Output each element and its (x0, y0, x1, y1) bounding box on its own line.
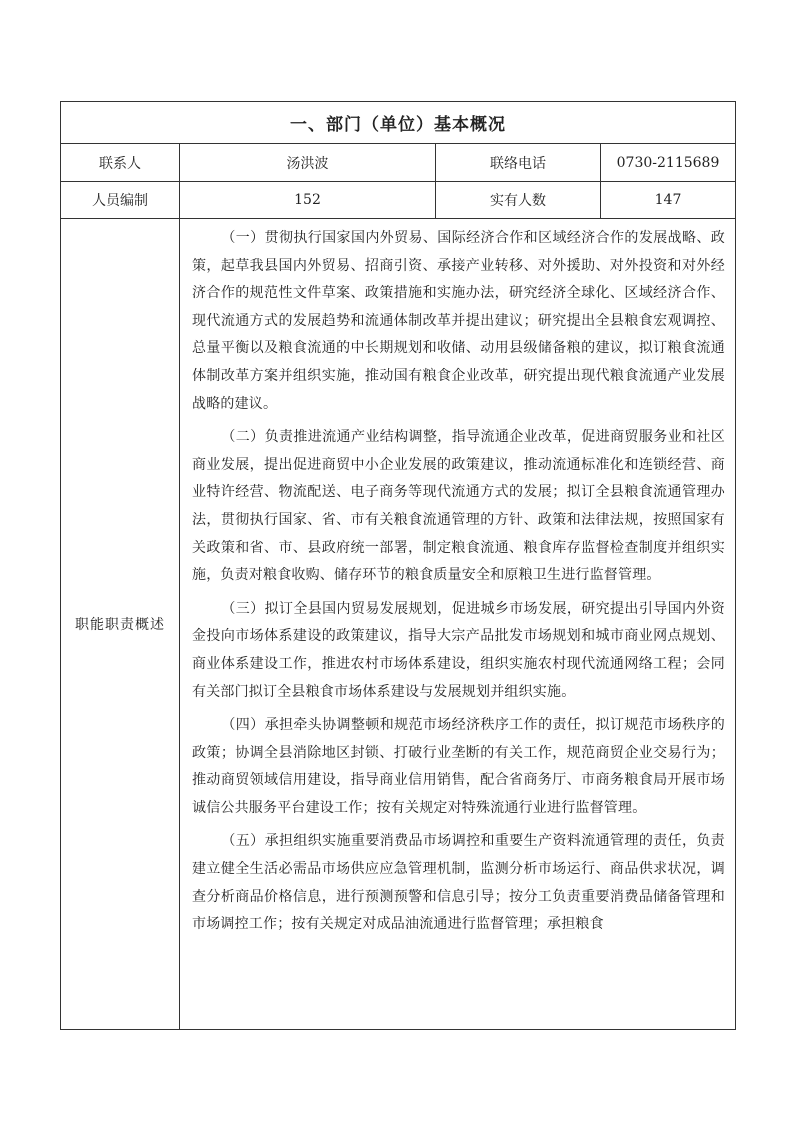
phone-value: 0730-2115689 (600, 144, 735, 181)
section-title: 一、部门（单位）基本概况 (290, 115, 506, 135)
info-table (60, 101, 736, 1030)
function-paragraph-4: （四）承担牵头协调整顿和规范市场经济秩序工作的责任，拟订规范市场秩序的政策；协调全县消除地区封锁、打破行业垄断的有关工作，规范商贸企业交易行为；推动商贸领域信用建设，指导商业信用销售，配合省商务厅、市商务粮食局开展市场诚信公共服务平台建设工作；按有关规定对特殊流通行业进行监督管理。 (192, 717, 725, 816)
actual-value: 147 (600, 182, 735, 218)
functions-label: 职能职责概述 (75, 617, 165, 633)
contact-name: 汤洪波 (179, 144, 435, 181)
contact-label: 联系人 (99, 155, 141, 172)
function-paragraph-3: （三）拟订全县国内贸易发展规划，促进城乡市场发展，研究提出引导国内外资金投向市场体系建设的政策建议，指导大宗产品批发市场规划和城市商业网点规划、商业体系建设工作，推进农村市场体系建设，组织实施农村现代流通网络工程；会同有关部门拟订全县粮食市场体系建设与发展规划并组织实施。 (192, 600, 725, 700)
actual-label: 实有人数 (435, 182, 600, 218)
staffing-value: 152 (179, 182, 435, 218)
functions-content (179, 219, 735, 1029)
contact-row (61, 144, 735, 182)
function-paragraph-5: （五）承担组织实施重要消费品市场调控和重要生产资料流通管理的责任，负责建立健全生活必需品市场供应应急管理机制，监测分析市场运行、商品供求状况，调查分析商品价格信息，进行预测预警和信息引导；按分工负责重要消费品储备管理和市场调控工作；按有关规定对成品油流通进行监督管理；承担粮食 (192, 833, 725, 933)
staffing-row (61, 182, 735, 219)
functions-paragraphs (192, 225, 725, 945)
functions-row (61, 219, 735, 1029)
staffing-label: 人员编制 (92, 193, 148, 209)
function-paragraph-1: （一）贯彻执行国家国内外贸易、国际经济合作和区域经济合作的发展战略、政策，起草我县国内外贸易、招商引资、承接产业转移、对外援助、对外投资和对外经济合作的规范性文件草案、政策措施和实施办法，研究经济全球化、区域经济合作、现代流通方式的发展趋势和流通体制改革并提出建议；研究提出全县粮食宏观调控、总量平衡以及粮食流通的中长期规划和收储、动用县级储备粮的建议，拟订粮食流通体制改革方案并组织实施，推动国有粮食企业改革，研究提出现代粮食流通产业发展战略的建议。 (192, 230, 725, 412)
title-row (61, 102, 735, 144)
function-paragraph-2: （二）负责推进流通产业结构调整，指导流通企业改革，促进商贸服务业和社区商业发展，提出促进商贸中小企业发展的政策建议，推动流通标准化和连锁经营、商业特许经营、物流配送、电子商务等现代流通方式的发展；拟订全县粮食流通管理办法，贯彻执行国家、省、市有关粮食流通管理的方针、政策和法律法规，按照国家有关政策和省、市、县政府统一部署，制定粮食流通、粮食库存监督检查制度并组织实施，负责对粮食收购、储存环节的粮食质量安全和原粮卫生进行监督管理。 (192, 429, 725, 584)
phone-label: 联络电话 (435, 144, 600, 181)
